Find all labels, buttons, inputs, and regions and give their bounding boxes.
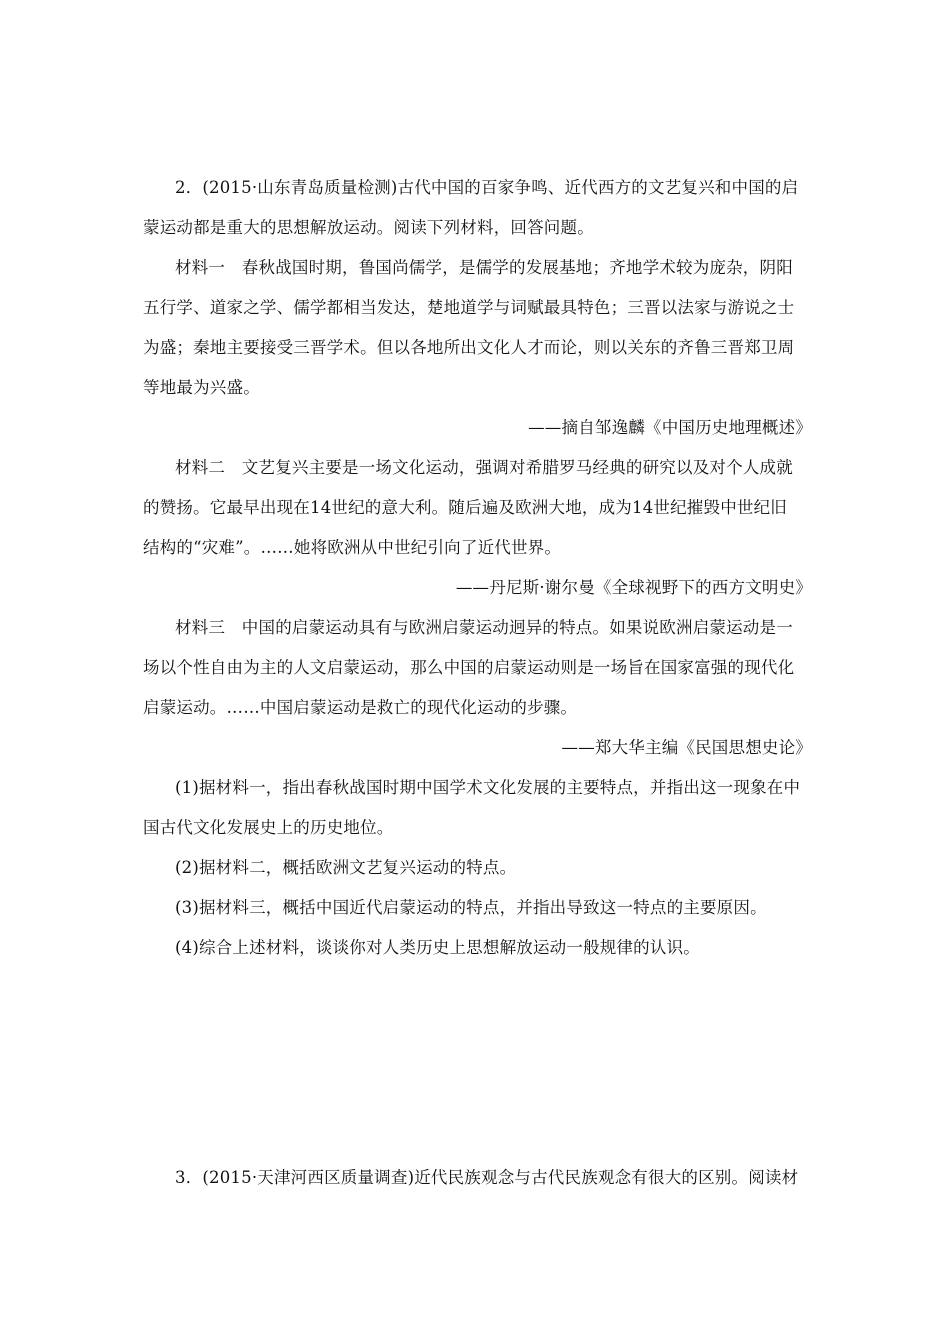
material-2-line-3: 结构的“灾难”。……她将欧洲从中世纪引向了近代世界。 (143, 538, 562, 557)
material-3-source: ——郑大华主编《民国思想史论》 (561, 738, 812, 757)
material-1-line-3: 为盛；秦地主要接受三晋学术。但以各地所出文化人才而论，则以关东的齐鲁三晋郑卫周 (143, 338, 795, 357)
material-1-line-4: 等地最为兴盛。 (143, 378, 260, 397)
material-1-source: ——摘自邹逸麟《中国历史地理概述》 (528, 418, 812, 437)
material-2-line-1: 材料二 文艺复兴主要是一场文化运动，强调对希腊罗马经典的研究以及对个人成就 (175, 458, 793, 477)
sub-question-2: (2)据材料二，概括欧洲文艺复兴运动的特点。 (175, 858, 517, 877)
sub-question-4: (4)综合上述材料，谈谈你对人类历史上思想解放运动一般规律的认识。 (175, 938, 700, 957)
question-2-stem-line-1: 2．(2015·山东青岛质量检测)古代中国的百家争鸣、近代西方的文艺复兴和中国的启 (175, 178, 799, 197)
material-1-line-2: 五行学、道家之学、儒学都相当发达，楚地道学与词赋最具特色；三晋以法家与游说之士 (143, 298, 795, 317)
material-3-line-1: 材料三 中国的启蒙运动具有与欧洲启蒙运动迥异的特点。如果说欧洲启蒙运动是一 (175, 618, 793, 637)
question-3-stem-line-1: 3．(2015·天津河西区质量调查)近代民族观念与古代民族观念有很大的区别。阅读材 (175, 1168, 799, 1187)
sub-question-3: (3)据材料三，概括中国近代启蒙运动的特点，并指出导致这一特点的主要原因。 (175, 898, 767, 917)
material-1-line-1: 材料一 春秋战国时期，鲁国尚儒学，是儒学的发展基地；齐地学术较为庞杂，阴阳 (175, 258, 793, 277)
material-3-line-2: 场以个性自由为主的人文启蒙运动，那么中国的启蒙运动则是一场旨在国家富强的现代化 (143, 658, 795, 677)
material-2-source: ——丹尼斯·谢尔曼《全球视野下的西方文明史》 (455, 578, 812, 597)
sub-question-1-line-2: 国古代文化发展史上的历史地位。 (143, 818, 394, 837)
material-2-line-2: 的赞扬。它最早出现在14世纪的意大利。随后遍及欧洲大地，成为14世纪摧毁中世纪旧 (143, 498, 787, 517)
question-2-stem-line-2: 蒙运动都是重大的思想解放运动。阅读下列材料，回答问题。 (143, 218, 594, 237)
material-3-line-3: 启蒙运动。……中国启蒙运动是救亡的现代化运动的步骤。 (143, 698, 578, 717)
sub-question-1-line-1: (1)据材料一，指出春秋战国时期中国学术文化发展的主要特点，并指出这一现象在中 (175, 778, 801, 797)
